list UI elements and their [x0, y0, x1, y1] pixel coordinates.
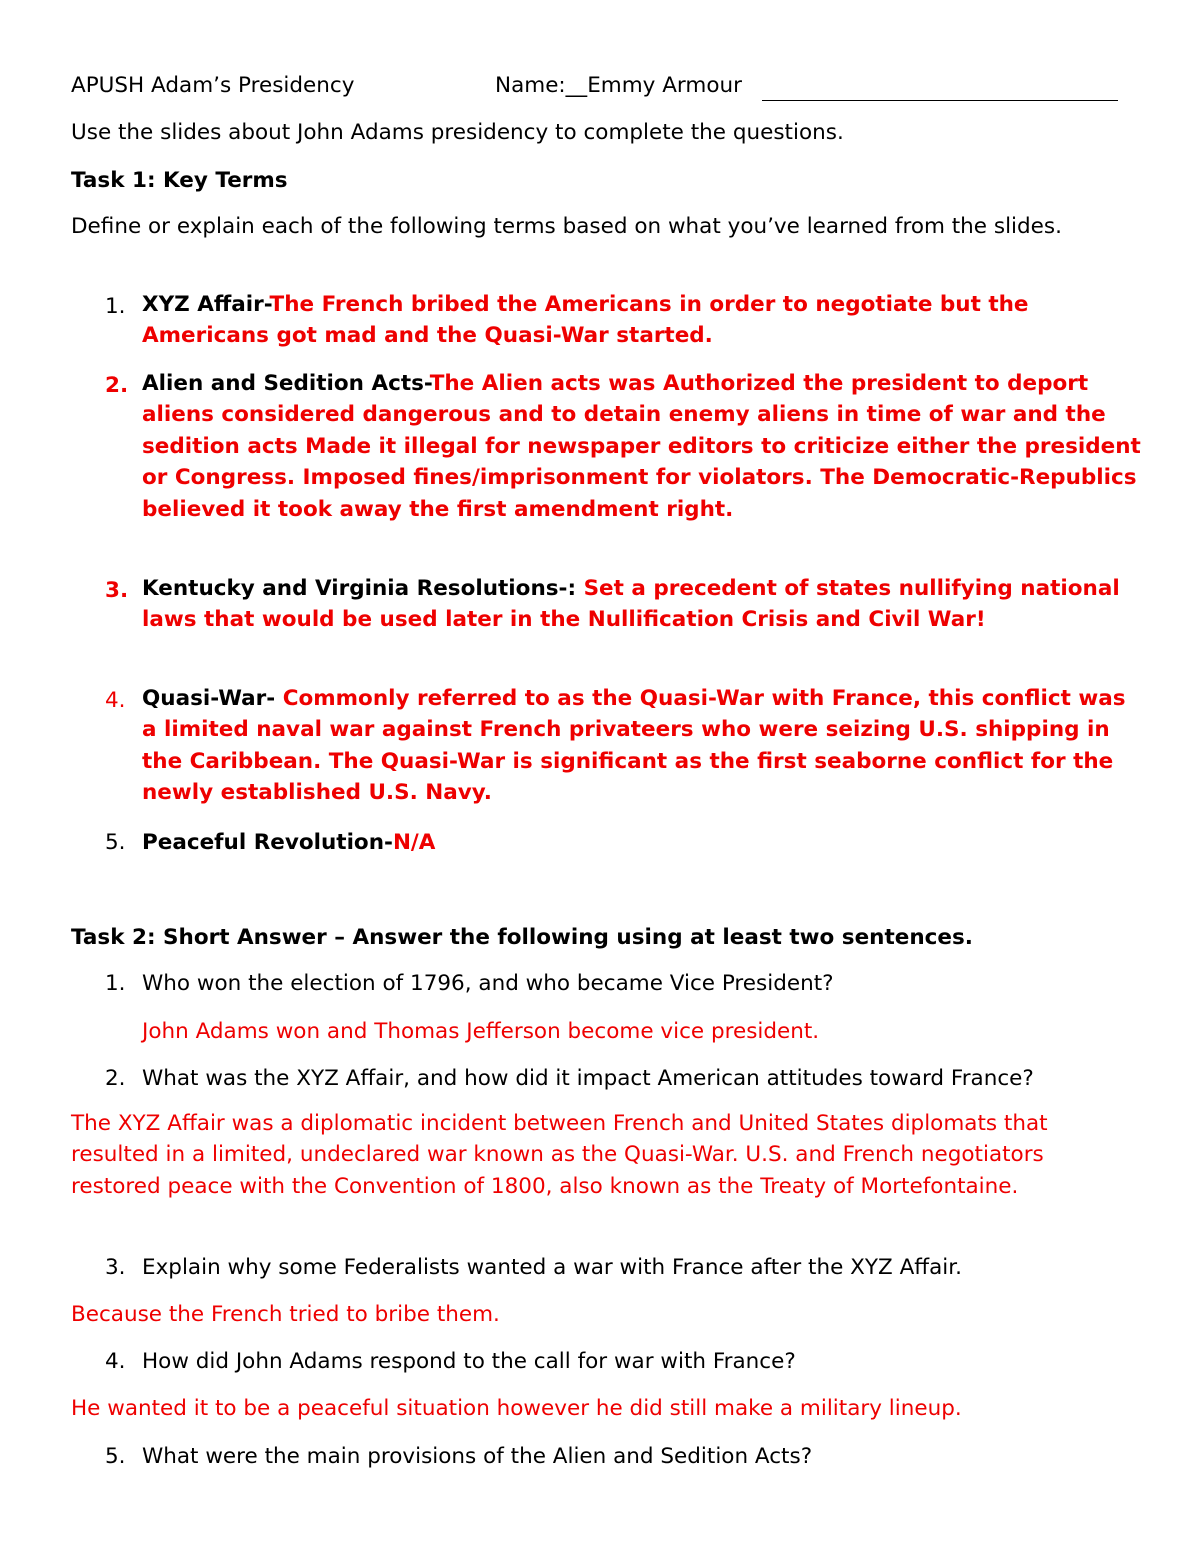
task2-question: How did John Adams respond to the call for war with France?	[142, 1349, 796, 1374]
term-label: Alien and Sedition Acts-	[142, 371, 430, 396]
term-answer: Commonly referred to as the Quasi-War with France, this conflict was a limited naval war against French privateers who were seizing U.S. shipping in the Caribbean. The Quasi-War is significant as the first seaborne conflict for the newly established U.S. Navy.	[142, 686, 1126, 806]
term-label: XYZ Affair-	[142, 292, 270, 317]
task1-instructions: Define or explain each of the following terms based on what you’ve learned from the slides.	[71, 214, 1062, 239]
name-underline	[762, 100, 1118, 101]
worksheet-title: APUSH Adam’s Presidency	[71, 73, 355, 98]
term-answer: The Alien acts was Authorized the president to deport aliens considered dangerous and to detain enemy aliens in time of war and the sedition acts Made it illegal for newspaper editors to criticize either the president or Congress. Imposed fines/imprisonment for violators. The Democratic-Republics believed it took away the first amendment right.	[142, 371, 1141, 522]
task1-item-quasi-war	[142, 683, 1142, 809]
task1-item-number: 1.	[105, 294, 126, 319]
task2-answer: Because the French tried to bribe them.	[71, 1302, 500, 1327]
task2-question-number: 2.	[105, 1066, 126, 1091]
task2-heading: Task 2: Short Answer – Answer the following using at least two sentences.	[71, 925, 973, 950]
term-answer: N/A	[392, 830, 436, 855]
task2-answer: John Adams won and Thomas Jefferson become vice president.	[142, 1019, 820, 1044]
task1-item-alien-sedition	[142, 368, 1142, 525]
name-field	[495, 75, 742, 97]
student-name: Emmy Armour	[587, 73, 742, 98]
term-answer: The French bribed the Americans in order to negotiate but the Americans got mad and the Quasi-War started.	[142, 292, 1029, 349]
term-label: Quasi-War-	[142, 686, 276, 711]
term-label: Kentucky and Virginia Resolutions-:	[142, 576, 577, 601]
task2-question: What was the XYZ Affair, and how did it impact American attitudes toward France?	[142, 1066, 1034, 1091]
task1-item-number: 2.	[105, 373, 129, 398]
task2-question-number: 5.	[105, 1444, 126, 1469]
task1-item-number: 5.	[105, 830, 126, 855]
name-label: Name:__	[495, 73, 588, 98]
task1-item-peaceful-revolution	[142, 832, 435, 854]
task2-question-number: 4.	[105, 1349, 126, 1374]
task2-question-number: 3.	[105, 1255, 126, 1280]
task1-item-xyz-affair	[142, 289, 1132, 352]
task2-question-number: 1.	[105, 971, 126, 996]
task2-question: Who won the election of 1796, and who became Vice President?	[142, 971, 834, 996]
task2-answer: He wanted it to be a peaceful situation however he did still make a military lineup.	[71, 1396, 962, 1421]
task1-item-number: 4.	[105, 688, 126, 713]
task2-answer: The XYZ Affair was a diplomatic incident between French and United States diplomats that resulted in a limited, undeclared war known as the Quasi-War. U.S. and French negotiators restored peace with the Convention of 1800, also known as the Treaty of Mortefontaine.	[71, 1111, 1048, 1199]
term-label: Peaceful Revolution-	[142, 830, 393, 855]
task2-question: Explain why some Federalists wanted a war with France after the XYZ Affair.	[142, 1255, 962, 1280]
task1-item-number: 3.	[105, 578, 129, 603]
task1-heading: Task 1: Key Terms	[71, 168, 288, 193]
term-answer: Set a precedent of states nullifying national laws that would be used later in the Nullification Crisis and Civil War!	[142, 576, 1120, 633]
intro-text: Use the slides about John Adams presidency to complete the questions.	[71, 120, 844, 145]
task2-question: What were the main provisions of the Alien and Sedition Acts?	[142, 1444, 813, 1469]
task1-item-kentucky-virginia	[142, 573, 1132, 636]
